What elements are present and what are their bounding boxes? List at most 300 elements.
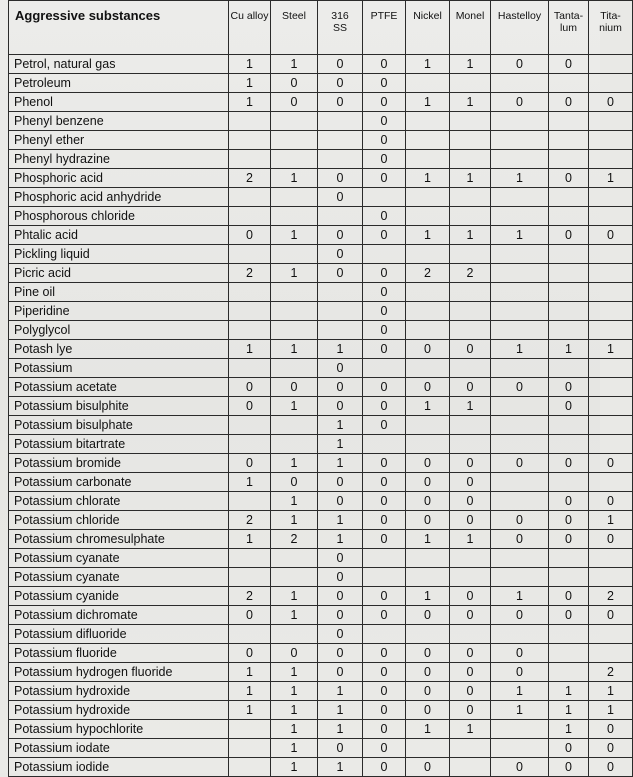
table-body [9, 55, 633, 777]
rating-cell [229, 758, 271, 777]
rating-cell [363, 435, 406, 454]
rating-cell: 2 [589, 587, 633, 606]
rating-cell: 0 [363, 169, 406, 188]
rating-cell: 1 [491, 226, 549, 245]
rating-cell: 1 [318, 435, 363, 454]
header-label: Hastelloy [497, 10, 542, 22]
rating-cell: 0 [271, 644, 318, 663]
rating-cell [363, 245, 406, 264]
rating-cell [491, 74, 549, 93]
rating-cell: 0 [363, 264, 406, 283]
rating-cell [318, 321, 363, 340]
substance-name-cell: Potassium chloride [9, 511, 229, 530]
rating-cell: 1 [589, 701, 633, 720]
substance-name-cell: Potassium cyanate [9, 568, 229, 587]
rating-cell: 0 [491, 606, 549, 625]
rating-cell [589, 302, 633, 321]
rating-cell [271, 131, 318, 150]
rating-cell: 0 [406, 682, 450, 701]
header-label: Aggressive substances [15, 8, 161, 23]
rating-cell: 0 [363, 397, 406, 416]
rating-cell [271, 568, 318, 587]
table-row [9, 701, 633, 720]
rating-cell: 0 [491, 378, 549, 397]
rating-cell [491, 207, 549, 226]
rating-cell [271, 245, 318, 264]
rating-cell: 0 [363, 378, 406, 397]
rating-cell [491, 283, 549, 302]
rating-cell: 0 [318, 55, 363, 74]
substance-name-cell: Picric acid [9, 264, 229, 283]
rating-cell: 0 [589, 454, 633, 473]
rating-cell: 1 [406, 397, 450, 416]
rating-cell: 0 [318, 473, 363, 492]
table-row [9, 169, 633, 188]
substance-name-cell: Petrol, natural gas [9, 55, 229, 74]
rating-cell: 1 [491, 587, 549, 606]
rating-cell: 1 [549, 720, 589, 739]
rating-cell [549, 568, 589, 587]
rating-cell [271, 625, 318, 644]
rating-cell: 0 [549, 226, 589, 245]
rating-cell: 1 [271, 340, 318, 359]
rating-cell: 0 [589, 739, 633, 758]
rating-cell: 0 [406, 701, 450, 720]
rating-cell [549, 150, 589, 169]
rating-cell: 1 [271, 169, 318, 188]
substance-name-cell: Potassium dichromate [9, 606, 229, 625]
rating-cell: 0 [450, 606, 491, 625]
rating-cell [491, 321, 549, 340]
rating-cell [229, 321, 271, 340]
rating-cell [491, 568, 549, 587]
rating-cell [318, 112, 363, 131]
rating-cell [549, 435, 589, 454]
rating-cell: 1 [491, 701, 549, 720]
rating-cell [450, 245, 491, 264]
rating-cell: 0 [318, 169, 363, 188]
rating-cell: 0 [363, 302, 406, 321]
rating-cell [549, 321, 589, 340]
rating-cell [229, 207, 271, 226]
rating-cell [589, 55, 633, 74]
rating-cell [491, 264, 549, 283]
rating-cell: 0 [363, 55, 406, 74]
table-row [9, 644, 633, 663]
substance-name-cell: Potassium bisulphite [9, 397, 229, 416]
rating-cell: 1 [450, 169, 491, 188]
header-label: Nickel [413, 10, 442, 22]
rating-cell [450, 435, 491, 454]
rating-cell: 1 [491, 340, 549, 359]
rating-cell [229, 188, 271, 207]
rating-cell: 0 [229, 606, 271, 625]
rating-cell [549, 283, 589, 302]
rating-cell: 1 [271, 701, 318, 720]
rating-cell [363, 549, 406, 568]
rating-cell: 0 [589, 758, 633, 777]
header-label: nium [599, 22, 622, 34]
rating-cell [491, 150, 549, 169]
rating-cell: 0 [450, 492, 491, 511]
header-label: Tanta- [553, 10, 584, 22]
rating-cell [406, 74, 450, 93]
rating-cell [491, 112, 549, 131]
rating-cell: 0 [491, 511, 549, 530]
rating-cell [549, 473, 589, 492]
rating-cell: 1 [450, 530, 491, 549]
rating-cell: 0 [363, 74, 406, 93]
rating-cell [589, 74, 633, 93]
rating-cell: 0 [406, 758, 450, 777]
rating-cell [229, 625, 271, 644]
header-label: SS [332, 22, 347, 34]
substance-name-cell: Potassium cyanate [9, 549, 229, 568]
rating-cell: 0 [363, 226, 406, 245]
rating-cell [406, 302, 450, 321]
rating-cell [318, 283, 363, 302]
rating-cell: 1 [271, 264, 318, 283]
rating-cell: 2 [589, 663, 633, 682]
rating-cell: 0 [318, 359, 363, 378]
rating-cell [271, 321, 318, 340]
rating-cell [406, 568, 450, 587]
substance-name-cell: Potassium iodate [9, 739, 229, 758]
rating-cell [549, 644, 589, 663]
rating-cell [491, 625, 549, 644]
substance-name-cell: Potassium bromide [9, 454, 229, 473]
rating-cell: 0 [589, 93, 633, 112]
rating-cell [271, 112, 318, 131]
substance-column-header [9, 1, 229, 55]
rating-cell [450, 416, 491, 435]
substance-name-cell: Potassium cyanide [9, 587, 229, 606]
rating-cell: 1 [271, 226, 318, 245]
table-row [9, 264, 633, 283]
rating-cell [229, 302, 271, 321]
rating-cell: 1 [271, 720, 318, 739]
rating-cell: 2 [450, 264, 491, 283]
rating-cell [406, 625, 450, 644]
rating-cell [589, 397, 633, 416]
rating-cell: 1 [450, 226, 491, 245]
rating-cell [406, 245, 450, 264]
rating-cell: 0 [406, 454, 450, 473]
rating-cell: 1 [271, 55, 318, 74]
rating-cell: 0 [229, 454, 271, 473]
rating-cell [271, 359, 318, 378]
rating-cell: 0 [549, 397, 589, 416]
substance-name-cell: Potassium chromesulphate [9, 530, 229, 549]
rating-cell [229, 435, 271, 454]
rating-cell [229, 245, 271, 264]
rating-cell: 1 [491, 169, 549, 188]
substance-name-cell: Phosphorous chloride [9, 207, 229, 226]
rating-cell: 0 [318, 663, 363, 682]
table-row [9, 321, 633, 340]
rating-cell [318, 207, 363, 226]
monel-column-header [450, 1, 491, 55]
rating-cell [589, 549, 633, 568]
rating-cell: 0 [229, 397, 271, 416]
rating-cell: 0 [363, 131, 406, 150]
rating-cell: 0 [406, 340, 450, 359]
table-row [9, 245, 633, 264]
rating-cell [589, 625, 633, 644]
table-row [9, 625, 633, 644]
rating-cell: 0 [363, 720, 406, 739]
rating-cell: 1 [318, 701, 363, 720]
rating-cell: 1 [589, 340, 633, 359]
table-row [9, 568, 633, 587]
cu-alloy-column-header [229, 1, 271, 55]
rating-cell [229, 416, 271, 435]
rating-cell: 1 [318, 720, 363, 739]
table-row [9, 739, 633, 758]
rating-cell [549, 131, 589, 150]
rating-cell: 1 [406, 55, 450, 74]
rating-cell [450, 283, 491, 302]
rating-cell: 1 [229, 530, 271, 549]
rating-cell [450, 321, 491, 340]
rating-cell [406, 435, 450, 454]
rating-cell [549, 264, 589, 283]
rating-cell [406, 207, 450, 226]
rating-cell [406, 359, 450, 378]
rating-cell: 0 [363, 340, 406, 359]
rating-cell: 0 [363, 682, 406, 701]
rating-cell [450, 207, 491, 226]
rating-cell: 1 [406, 720, 450, 739]
rating-cell: 0 [318, 397, 363, 416]
substance-name-cell: Potassium acetate [9, 378, 229, 397]
rating-cell [549, 359, 589, 378]
rating-cell: 0 [363, 150, 406, 169]
substance-name-cell: Potassium hydrogen fluoride [9, 663, 229, 682]
rating-cell [589, 245, 633, 264]
rating-cell [450, 188, 491, 207]
rating-cell [271, 416, 318, 435]
titanium-column-header [589, 1, 633, 55]
table-row [9, 454, 633, 473]
substance-name-cell: Potassium bitartrate [9, 435, 229, 454]
rating-cell: 0 [589, 720, 633, 739]
rating-cell: 0 [549, 454, 589, 473]
rating-cell: 2 [229, 511, 271, 530]
rating-cell: 0 [450, 587, 491, 606]
rating-cell: 0 [318, 587, 363, 606]
rating-cell: 0 [363, 321, 406, 340]
rating-cell: 0 [318, 492, 363, 511]
table-row [9, 302, 633, 321]
table-row [9, 758, 633, 777]
rating-cell: 0 [363, 454, 406, 473]
rating-cell [450, 758, 491, 777]
substance-name-cell: Potassium difluoride [9, 625, 229, 644]
rating-cell: 0 [363, 606, 406, 625]
rating-cell [450, 74, 491, 93]
rating-cell [491, 359, 549, 378]
rating-cell: 0 [491, 93, 549, 112]
rating-cell: 0 [363, 112, 406, 131]
rating-cell: 0 [406, 378, 450, 397]
rating-cell [271, 188, 318, 207]
rating-cell [549, 207, 589, 226]
rating-cell: 0 [549, 739, 589, 758]
substance-name-cell: Potassium chlorate [9, 492, 229, 511]
rating-cell: 0 [491, 530, 549, 549]
rating-cell [318, 150, 363, 169]
table-row [9, 207, 633, 226]
table-row [9, 359, 633, 378]
table-row [9, 93, 633, 112]
rating-cell: 1 [549, 682, 589, 701]
rating-cell: 1 [318, 454, 363, 473]
rating-cell: 1 [318, 340, 363, 359]
rating-cell: 0 [450, 340, 491, 359]
substance-name-cell: Piperidine [9, 302, 229, 321]
rating-cell [491, 245, 549, 264]
rating-cell: 0 [318, 568, 363, 587]
rating-cell: 1 [589, 511, 633, 530]
rating-cell: 0 [450, 701, 491, 720]
table-row [9, 663, 633, 682]
rating-cell [589, 473, 633, 492]
rating-cell [450, 150, 491, 169]
rating-cell: 0 [318, 93, 363, 112]
substance-name-cell: Pickling liquid [9, 245, 229, 264]
rating-cell [229, 739, 271, 758]
rating-cell: 1 [450, 397, 491, 416]
rating-cell: 1 [318, 758, 363, 777]
rating-cell: 0 [363, 416, 406, 435]
rating-cell: 1 [271, 682, 318, 701]
table-row [9, 549, 633, 568]
table-row [9, 397, 633, 416]
rating-cell [229, 150, 271, 169]
rating-cell [229, 283, 271, 302]
rating-cell: 0 [363, 758, 406, 777]
rating-cell: 1 [271, 492, 318, 511]
rating-cell [491, 549, 549, 568]
rating-cell [318, 131, 363, 150]
substance-name-cell: Potassium iodide [9, 758, 229, 777]
rating-cell: 0 [271, 473, 318, 492]
table-row [9, 682, 633, 701]
header-label: Cu alloy [230, 10, 269, 22]
rating-cell: 0 [363, 739, 406, 758]
rating-cell: 0 [450, 473, 491, 492]
substance-name-cell: Petroleum [9, 74, 229, 93]
rating-cell: 1 [271, 511, 318, 530]
rating-cell [589, 378, 633, 397]
rating-cell: 1 [318, 416, 363, 435]
rating-cell [589, 283, 633, 302]
rating-cell: 0 [491, 758, 549, 777]
rating-cell [229, 720, 271, 739]
rating-cell: 1 [271, 739, 318, 758]
rating-cell: 0 [549, 93, 589, 112]
tantalum-column-header [549, 1, 589, 55]
rating-cell [589, 321, 633, 340]
rating-cell: 0 [589, 530, 633, 549]
steel-column-header [271, 1, 318, 55]
rating-cell [318, 302, 363, 321]
rating-cell [406, 283, 450, 302]
rating-cell: 0 [549, 378, 589, 397]
rating-cell: 1 [450, 720, 491, 739]
rating-cell: 0 [450, 511, 491, 530]
rating-cell: 0 [549, 492, 589, 511]
rating-cell [549, 302, 589, 321]
header-label: lum [560, 22, 577, 34]
rating-cell: 0 [450, 682, 491, 701]
rating-cell [589, 264, 633, 283]
rating-cell: 0 [229, 378, 271, 397]
rating-cell: 0 [363, 473, 406, 492]
rating-cell [406, 549, 450, 568]
header-row [9, 1, 633, 55]
table-row [9, 55, 633, 74]
rating-cell [450, 568, 491, 587]
rating-cell: 1 [271, 397, 318, 416]
table-row [9, 606, 633, 625]
rating-cell: 1 [549, 701, 589, 720]
substance-name-cell: Potassium hydroxide [9, 701, 229, 720]
rating-cell: 1 [229, 682, 271, 701]
rating-cell [450, 359, 491, 378]
rating-cell: 1 [549, 340, 589, 359]
table-row [9, 226, 633, 245]
rating-cell [271, 150, 318, 169]
rating-cell [549, 663, 589, 682]
rating-cell: 0 [318, 644, 363, 663]
rating-cell: 0 [589, 226, 633, 245]
rating-cell [229, 112, 271, 131]
table-row [9, 530, 633, 549]
rating-cell [406, 150, 450, 169]
rating-cell: 0 [318, 226, 363, 245]
rating-cell: 0 [450, 644, 491, 663]
rating-cell: 1 [406, 169, 450, 188]
header-label: Tita- [600, 10, 621, 22]
rating-cell: 0 [491, 644, 549, 663]
rating-cell [229, 492, 271, 511]
rating-cell: 1 [406, 226, 450, 245]
rating-cell: 1 [271, 758, 318, 777]
substance-name-cell: Potassium bisulphate [9, 416, 229, 435]
rating-cell: 0 [318, 549, 363, 568]
rating-cell: 2 [406, 264, 450, 283]
substance-name-cell: Potassium hypochlorite [9, 720, 229, 739]
rating-cell: 0 [363, 207, 406, 226]
table-row [9, 112, 633, 131]
rating-cell: 0 [549, 587, 589, 606]
table-row [9, 74, 633, 93]
rating-cell: 0 [549, 758, 589, 777]
rating-cell [491, 435, 549, 454]
table-row [9, 511, 633, 530]
table-row [9, 340, 633, 359]
rating-cell: 0 [450, 663, 491, 682]
rating-cell [589, 150, 633, 169]
rating-cell [549, 416, 589, 435]
rating-cell [491, 739, 549, 758]
rating-cell: 1 [406, 530, 450, 549]
nickel-column-header [406, 1, 450, 55]
rating-cell: 0 [318, 739, 363, 758]
rating-cell: 0 [491, 663, 549, 682]
